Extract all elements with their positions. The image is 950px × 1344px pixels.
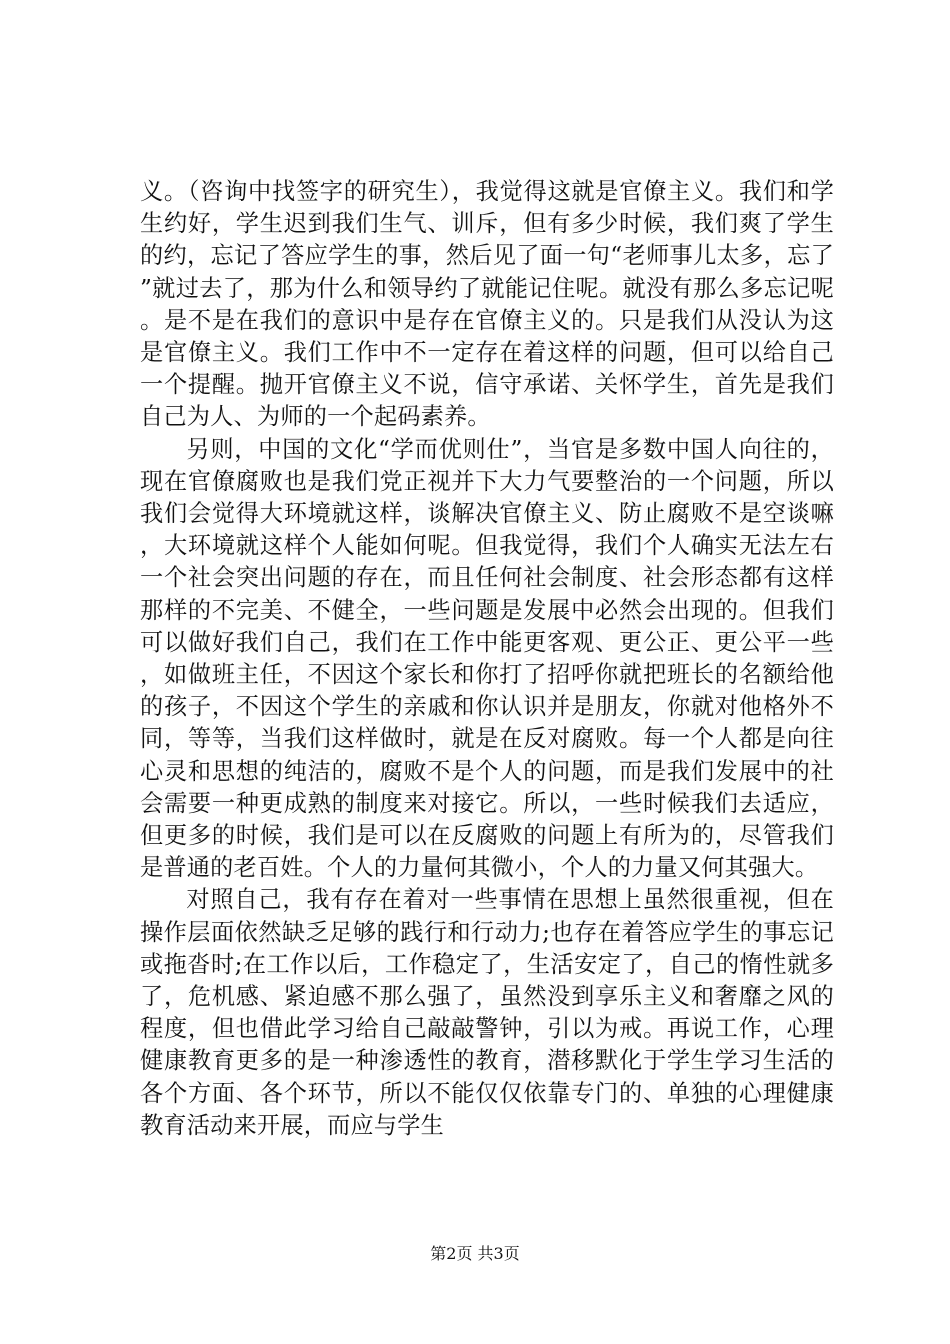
page-footer: 第2页 共3页 bbox=[430, 1244, 520, 1263]
paragraph-2: 另则，中国的文化“学而优则仕”，当官是多数中国人向往的，现在官僚腐败也是我们党正视并下大力气要整治的一个问题，所以我们会觉得大环境就这样，谈解决官僚主义、防止腐败不是空谈嘛，大环境就这样个人能如何呢。但我觉得，我们个人确实无法左右一个社会突出问题的存在，而且任何社会制度、社会形态都有这样那样的不完美、不健全，一些问题是发展中必然会出现的。但我们可以做好我们自己，我们在工作中能更客观、更公正、更公平一些，如做班主任，不因这个家长和你打了招呼你就把班长的名额给他的孩子，不因这个学生的亲戚和你认识并是朋友，你就对他格外不同，等等，当我们这样做时，就是在反对腐败。每一个人都是向往心灵和思想的纯洁的，腐败不是个人的问题，而是我们发展中的社会需要一种更成熟的制度来对接它。所以，一些时候我们去适应，但更多的时候，我们是可以在反腐败的问题上有所为的，尽管我们是普通的老百姓。个人的力量何其微小，个人的力量又何其强大。 bbox=[140, 435, 834, 882]
paragraph-1: 义。（咨询中找签字的研究生），我觉得这就是官僚主义。我们和学生约好，学生迟到我们生气、训斥，但有多少时候，我们爽了学生的约，忘记了答应学生的事，然后见了面一句“老师事儿太多，忘了”就过去了，那为什么和领导约了就能记住呢。就没有那么多忘记呢。是不是在我们的意识中是存在官僚主义的。只是我们从没认为这是官僚主义。我们工作中不一定存在着这样的问题，但可以给自己一个提醒。抛开官僚主义不说，信守承诺、关怀学生，首先是我们自己为人、为师的一个起码素养。 bbox=[140, 178, 834, 431]
document-body bbox=[140, 176, 834, 1142]
paragraph-3: 对照自己，我有存在着对一些事情在思想上虽然很重视，但在操作层面依然缺乏足够的践行和行动力;也存在着答应学生的事忘记或拖沓时;在工作以后，工作稳定了，生活安定了，自己的惰性就多了，危机感、紧迫感不那么强了，虽然没到享乐主义和奢靡之风的程度，但也借此学习给自己敲敲警钟，引以为戒。再说工作，心理健康教育更多的是一种渗透性的教育，潜移默化于学生学习生活的各个方面、各个环节，所以不能仅仅依靠专门的、单独的心理健康教育活动来开展，而应与学生 bbox=[140, 886, 834, 1139]
